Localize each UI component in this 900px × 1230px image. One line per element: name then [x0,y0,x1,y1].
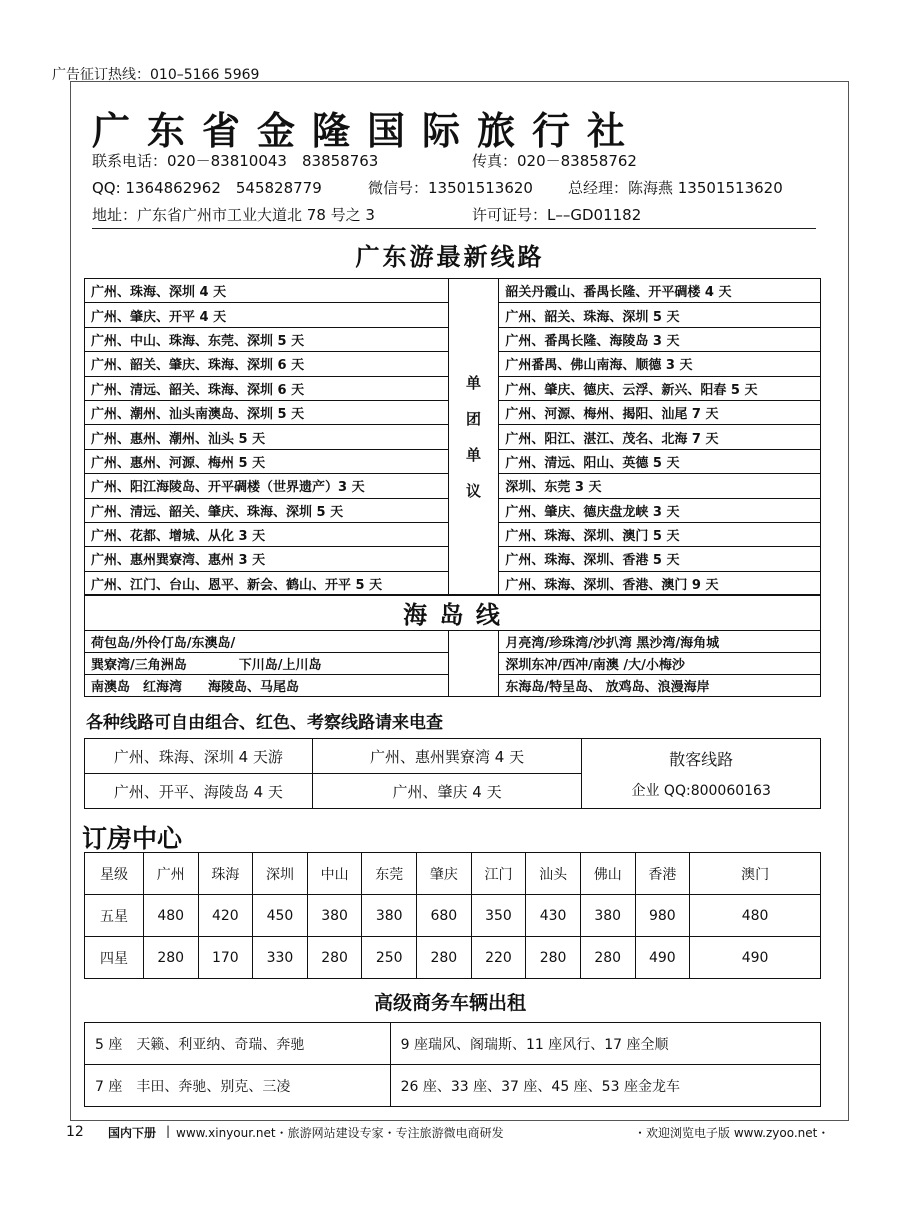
group-char: 团 [465,410,481,429]
hotel-price-cell: 380 [362,895,417,937]
route-right: 广州、珠海、深圳、香港 5 天 [499,547,821,571]
combo-table [84,738,821,809]
route-right: 广州、河源、梅州、揭阳、汕尾 7 天 [499,400,821,424]
hotel-price-cell: 280 [417,937,472,979]
hotel-price-cell: 490 [690,937,821,979]
route-right: 广州、清远、阳山、英德 5 天 [499,449,821,473]
combo-r2c2: 广州、肇庆 4 天 [312,774,582,809]
route-left: 广州、惠州、河源、梅州 5 天 [85,449,449,473]
hotel-header-cell: 珠海 [198,853,253,895]
route-left: 广州、阳江海陵岛、开平碉楼（世界遗产）3 天 [85,474,449,498]
group-char: 议 [465,482,481,501]
agency-address: 地址：广东省广州市工业大道北 78 号之 3 [92,206,375,224]
route-left: 广州、韶关、肇庆、珠海、深圳 6 天 [85,352,449,376]
route-left: 广州、惠州巽寮湾、惠州 3 天 [85,547,449,571]
hotel-price-cell: 480 [143,895,198,937]
route-left: 广州、中山、珠海、东莞、深圳 5 天 [85,327,449,351]
hotel-price-cell: 170 [198,937,253,979]
hotel-title: 订房中心 [82,824,183,853]
route-right: 广州、肇庆、德庆、云浮、新兴、阳春 5 天 [499,376,821,400]
route-left: 广州、花都、增城、从化 3 天 [85,522,449,546]
hotel-price-cell: 280 [580,937,635,979]
route-right: 广州番禺、佛山南海、顺德 3 天 [499,352,821,376]
hotel-header-cell: 香港 [635,853,690,895]
route-right: 广州、肇庆、德庆盘龙峡 3 天 [499,498,821,522]
route-right: 韶关丹霞山、番禺长隆、开平碉楼 4 天 [499,279,821,303]
car-rental-cell: 5 座 天籁、利亚纳、奇瑞、奔驰 [85,1023,391,1065]
hotel-price-cell: 480 [690,895,821,937]
agency-qq: QQ: 1364862962 545828779 [92,179,322,197]
car-rental-cell: 7 座 丰田、奔驰、别克、三凌 [85,1065,391,1107]
routes-title: 广东游最新线路 [355,243,545,271]
scatter-title: 散客线路 [669,750,734,769]
hotel-price-cell: 220 [471,937,526,979]
agency-phone: 联系电话：020－83810043 83858763 [92,152,379,170]
hotel-header-cell: 肇庆 [417,853,472,895]
hotel-price-cell: 四星 [85,937,144,979]
hotel-price-cell: 430 [526,895,581,937]
hotel-price-cell: 980 [635,895,690,937]
footer-separator: | [166,1124,171,1138]
islands-title: 海 岛 线 [85,595,821,631]
scatter-routes [582,739,821,809]
hotel-price-cell: 450 [253,895,308,937]
hotel-price-cell: 490 [635,937,690,979]
hotel-header-cell: 深圳 [253,853,308,895]
routes-table [84,278,821,596]
hotel-price-cell: 280 [307,937,362,979]
ad-hotline: 广告征订热线：010–5166 5969 [52,67,260,83]
combo-r1c1: 广州、珠海、深圳 4 天游 [85,739,313,774]
cars-title: 高级商务车辆出租 [373,992,526,1014]
island-spacer [448,631,499,697]
hotel-header-cell: 佛山 [580,853,635,895]
route-right: 广州、韶关、珠海、深圳 5 天 [499,303,821,327]
combo-note: 各种线路可自由组合、红色、考察线路请来电查 [86,713,443,733]
route-right: 广州、阳江、湛江、茂名、北海 7 天 [499,425,821,449]
hotel-header-cell: 广州 [143,853,198,895]
agency-manager: 总经理：陈海燕 13501513620 [568,179,783,197]
agency-name: 广东省金隆国际旅行社 [92,109,643,153]
hotel-price-cell: 280 [143,937,198,979]
footer-right-text: ・欢迎浏览电子版 www.zyoo.net・ [634,1126,830,1140]
hotel-header-cell: 澳门 [690,853,821,895]
group-char: 单 [465,374,481,393]
combo-r1c2: 广州、惠州巽寮湾 4 天 [312,739,582,774]
island-left-1: 荷包岛/外伶仃岛/东澳岛/ [85,631,449,653]
hotel-header-cell: 中山 [307,853,362,895]
hotel-table [84,852,821,979]
footer-left-text: www.xinyour.net・旅游网站建设专家・专注旅游微电商研发 [176,1126,504,1140]
hotel-price-cell: 420 [198,895,253,937]
island-left-2: 巽寮湾/三角洲岛 下川岛/上川岛 [85,653,449,675]
hotel-price-cell: 680 [417,895,472,937]
islands-table [84,594,821,697]
route-left: 广州、江门、台山、恩平、新会、鹤山、开平 5 天 [85,571,449,595]
hotel-price-cell: 380 [580,895,635,937]
footer-section: 国内下册 [108,1126,157,1140]
route-left: 广州、潮州、汕头南澳岛、深圳 5 天 [85,400,449,424]
agency-license: 许可证号：L––GD01182 [472,206,642,224]
agency-wechat: 微信号：13501513620 [368,179,533,197]
hotel-price-cell: 330 [253,937,308,979]
hotel-price-cell: 380 [307,895,362,937]
island-right-1: 月亮湾/珍珠湾/沙扒湾 黑沙湾/海角城 [499,631,821,653]
route-left: 广州、珠海、深圳 4 天 [85,279,449,303]
route-right: 深圳、东莞 3 天 [499,474,821,498]
hotel-price-cell: 350 [471,895,526,937]
island-right-2: 深圳东冲/西冲/南澳 /大/小梅沙 [499,653,821,675]
route-left: 广州、肇庆、开平 4 天 [85,303,449,327]
route-left: 广州、惠州、潮州、汕头 5 天 [85,425,449,449]
combo-r2c1: 广州、开平、海陵岛 4 天 [85,774,313,809]
hotel-header-cell: 东莞 [362,853,417,895]
hotel-header-cell: 汕头 [526,853,581,895]
agency-fax: 传真：020－83858762 [472,152,637,170]
route-right: 广州、珠海、深圳、香港、澳门 9 天 [499,571,821,595]
cars-table [84,1022,821,1107]
island-left-3: 南澳岛 红海湾 海陵岛、马尾岛 [85,675,449,697]
island-right-3: 东海岛/特呈岛、 放鸡岛、浪漫海岸 [499,675,821,697]
hotel-price-cell: 五星 [85,895,144,937]
hotel-price-cell: 250 [362,937,417,979]
route-left: 广州、清远、韶关、珠海、深圳 6 天 [85,376,449,400]
group-negotiable [448,279,499,596]
route-right: 广州、番禺长隆、海陵岛 3 天 [499,327,821,351]
hotel-header-cell: 江门 [471,853,526,895]
hotel-price-cell: 280 [526,937,581,979]
car-rental-cell: 26 座、33 座、37 座、45 座、53 座金龙车 [390,1065,820,1107]
route-right: 广州、珠海、深圳、澳门 5 天 [499,522,821,546]
scatter-qq: 企业 QQ:800060163 [631,783,771,799]
group-char: 单 [465,446,481,465]
divider [92,228,816,229]
hotel-header-cell: 星级 [85,853,144,895]
car-rental-cell: 9 座瑞风、阁瑞斯、11 座风行、17 座全顺 [390,1023,820,1065]
route-left: 广州、清远、韶关、肇庆、珠海、深圳 5 天 [85,498,449,522]
page-number: 12 [66,1124,84,1140]
